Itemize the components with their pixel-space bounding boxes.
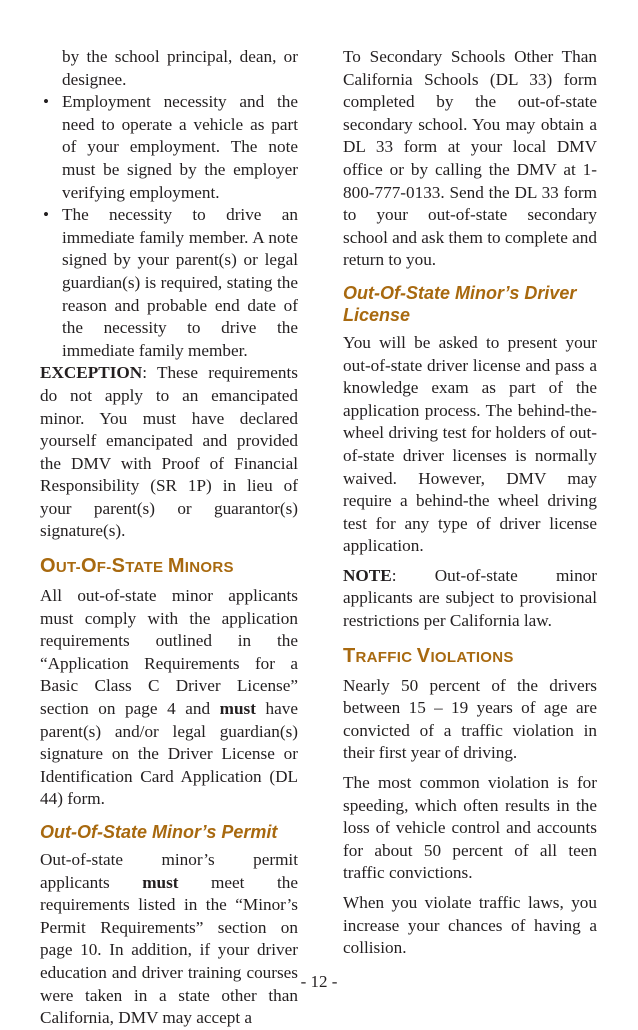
heading-traffic-violations: TRAFFIC VIOLATIONS (343, 644, 514, 667)
heading-out-of-state-minors: OUT-OF-STATE MINORS (40, 555, 234, 578)
traffic-paragraph-1: Nearly 50 percent of the drivers between 15 – 19 years of age are convicted of a traffic violation in their first year of driving. (343, 675, 597, 763)
list-item: • Employment necessity and the need to operate a vehicle as part of your employment. The note must be signed by the employer verifying employment. (43, 92, 298, 202)
list-item: • The necessity to drive an immediate family member. A note signed by your parent(s) or legal guardian(s) is required, stating the reason and probable end date of the necessity to drive the immediate family member. (43, 205, 298, 360)
dl33-continuation: To Secondary Schools Other Than California Schools (DL 33) form completed by the out-of-state secondary school. You may obtain a DL 33 form at your local DMV office or by calling the DMV at 1-800-777-0133. Send the DL 33 form to your out-of-state secondary school and ask them to complete and return to you. (343, 47, 597, 270)
note-label: NOTE (343, 565, 392, 585)
bullet-icon: • (43, 205, 50, 225)
requirements-list (40, 91, 298, 362)
right-column (343, 46, 597, 960)
page-number: - 12 - (300, 972, 338, 991)
minors-paragraph: All out-of-state minor applicants must comply with the application requirements outlined in the “Application Requirements for a Basic Class C Driver License” section on page 4 and must have parent(s) and/or legal guardian(s) signature on the Driver License or Identification Card Application (DL 44) form. (40, 586, 298, 809)
intro-continuation: by the school principal, dean, or designee. (62, 47, 298, 89)
heading-minors-driver-license: Out-Of-State Minor’s Driver License (343, 282, 577, 325)
traffic-paragraph-3: When you violate traffic laws, you increase your chances of having a collision. (343, 893, 597, 958)
left-column (40, 46, 298, 1030)
heading-minors-permit: Out-Of-State Minor’s Permit (40, 822, 278, 842)
exception-label: EXCEPTION (40, 363, 143, 383)
permit-paragraph: Out-of-state minor’s permit applicants must meet the requirements listed in the “Minor’s Permit Requirements” section on page 10. In addition, if your driver education and driver training courses were taken in a state other than California, DMV may accept a (40, 850, 298, 1028)
bullet-icon: • (43, 92, 50, 112)
license-paragraph: You will be asked to present your out-of-state driver license and pass a knowledge exam as part of the application process. The behind-the-wheel driving test for holders of out-of-state driver licenses is normally waived. However, DMV may require a behind-the wheel driving test for any type of driver license application. (343, 332, 597, 556)
note-paragraph: NOTE: Out-of-state minor applicants are subject to provisional restrictions per California law. (343, 565, 597, 631)
exception-paragraph: EXCEPTION: These requirements do not apply to an emancipated minor. You must have declared yourself emancipated and provided the DMV with Proof of Financial Responsibility (SR 1P) in lieu of your parent(s) or guarantor(s) signature(s). (40, 363, 298, 541)
traffic-paragraph-2: The most common violation is for speeding, which often results in the loss of vehicle control and accounts for about 50 percent of all teen traffic convictions. (343, 773, 597, 883)
